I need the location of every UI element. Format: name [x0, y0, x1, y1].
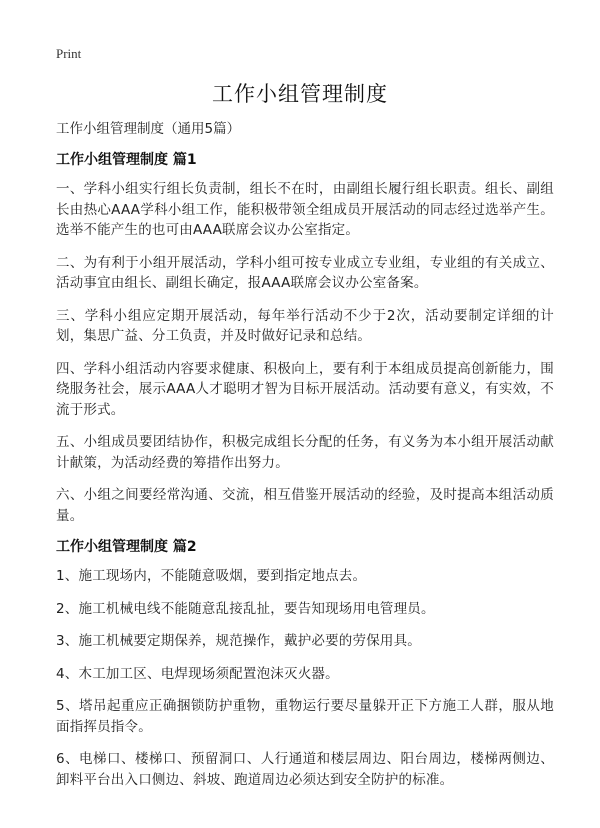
- list-item: 2、施工机械电线不能随意乱接乱扯，要告知现场用电管理员。: [56, 600, 435, 617]
- list-item: 6、电梯口、楼梯口、预留洞口、人行通道和楼层周边、阳台周边，楼梯两侧边、卸料平台出入口侧边、斜坡、跑道周边必须达到安全防护的标准。: [56, 751, 554, 788]
- paragraph: 五、小组成员要团结协作，积极完成组长分配的任务，有义务为本小组开展活动献计献策，为活动经费的筹措作出努力。: [56, 434, 554, 471]
- section-heading: 工作小组管理制度 篇1: [56, 152, 197, 168]
- document-title: 工作小组管理制度: [212, 82, 388, 106]
- paragraph: 六、小组之间要经常沟通、交流，相互借鉴开展活动的经验，及时提高本组活动质量。: [56, 487, 554, 524]
- list-item: 1、施工现场内，不能随意吸烟，要到指定地点去。: [56, 568, 367, 584]
- paragraph: 三、学科小组应定期开展活动，每年举行活动不少于2次，活动要制定详细的计划，集思广益、分工负责，并及时做好记录和总结。: [56, 307, 554, 344]
- section-1: [56, 151, 554, 526]
- section-heading: 工作小组管理制度 篇2: [56, 539, 197, 555]
- paragraph: 四、学科小组活动内容要求健康、积极向上，要有利于本组成员提高创新能力，围绕服务社会，展示AAA人才聪明才智为目标开展活动。活动要有意义，有实效，不流于形式。: [56, 360, 554, 418]
- list-item: 5、塔吊起重应正确捆锁防护重物，重物运行要尽量躲开正下方施工人群，服从地面指挥员指令。: [56, 698, 554, 735]
- document-body: [56, 120, 554, 802]
- print-label: Print: [56, 46, 82, 61]
- list-item: 4、木工加工区、电焊现场须配置泡沫灭火器。: [56, 665, 339, 682]
- section-2: [56, 538, 554, 790]
- list-item: 3、施工机械要定期保养，规范操作，戴护必要的劳保用具。: [56, 633, 421, 649]
- paragraph: 二、为有利于小组开展活动，学科小组可按专业成立专业组，专业组的有关成立、活动事宜由组长、副组长确定，报AAA联席会议办公室备案。: [56, 254, 554, 291]
- document-subtitle: 工作小组管理制度（通用5篇）: [56, 121, 241, 137]
- paragraph: 一、学科小组实行组长负责制，组长不在时，由副组长履行组长职责。组长、副组长由热心AAA学科小组工作，能积极带领全组成员开展活动的同志经过选举产生。选举不能产生的也可由AAA联席会议办公室指定。: [56, 181, 554, 238]
